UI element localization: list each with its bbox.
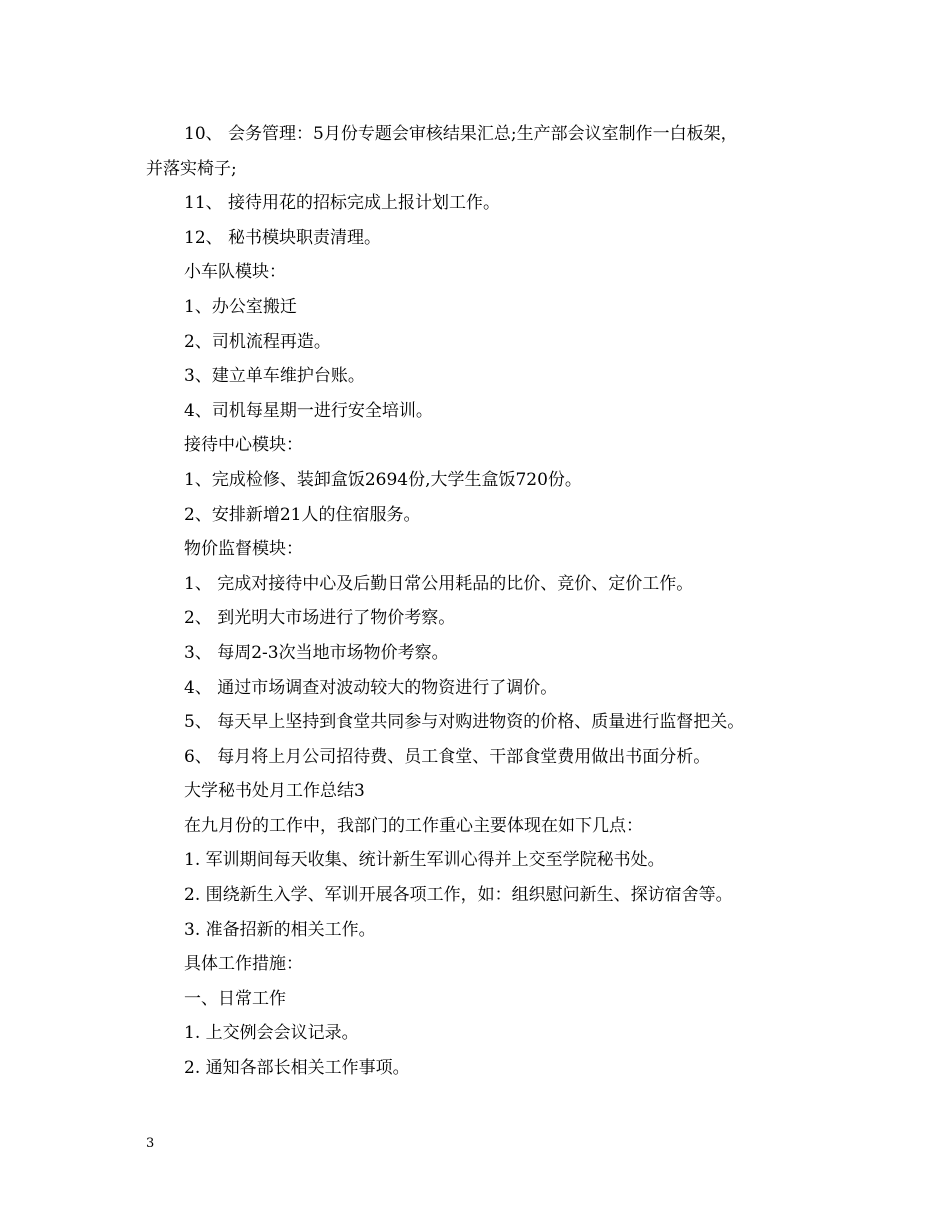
text-line: 1、办公室搬迁 <box>184 296 297 317</box>
text-line: 12、 秘书模块职责清理。 <box>184 227 382 248</box>
text-line: 小车队模块： <box>184 262 286 283</box>
text-line: 4、 通过市场调查对波动较大的物资进行了调价。 <box>184 677 558 698</box>
text-line: 接待中心模块： <box>184 435 303 456</box>
text-line: 具体工作措施： <box>184 954 303 975</box>
text-line: 11、 接待用花的招标完成上报计划工作。 <box>184 193 501 214</box>
text-line: 6、 每月将上月公司招待费、员工食堂、干部食堂费用做出书面分析。 <box>184 746 711 767</box>
text-line: 10、 会务管理：5月份专题会审核结果汇总;生产部会议室制作一白板架， <box>184 124 738 144</box>
text-line: 在九月份的工作中，我部门的工作重心主要体现在如下几点： <box>184 815 643 836</box>
text-line: 1、 完成对接待中心及后勤日常公用耗品的比价、竞价、定价工作。 <box>184 573 694 594</box>
text-line: 并落实椅子; <box>146 158 237 179</box>
text-line: 1. 上交例会会议记录。 <box>184 1023 359 1044</box>
text-line: 5、 每天早上坚持到食堂共同参与对购进物资的价格、质量进行监督把关。 <box>184 712 745 733</box>
text-line: 2、 到光明大市场进行了物价考察。 <box>184 608 456 629</box>
text-line: 2、安排新增21人的住宿服务。 <box>184 504 421 525</box>
text-line: 2. 通知各部长相关工作事项。 <box>184 1058 410 1079</box>
text-line: 一、日常工作 <box>184 988 286 1009</box>
text-line: 2. 围绕新生入学、军训开展各项工作，如：组织慰问新生、探访宿舍等。 <box>184 885 733 906</box>
text-line: 2、司机流程再造。 <box>184 331 331 352</box>
text-line: 3、建立单车维护台账。 <box>184 366 365 387</box>
text-line: 大学秘书处月工作总结3 <box>184 781 365 802</box>
text-line: 1. 军训期间每天收集、统计新生军训心得并上交至学院秘书处。 <box>184 850 665 871</box>
text-line: 4、司机每星期一进行安全培训。 <box>184 400 433 421</box>
text-line: 物价监督模块： <box>184 539 303 560</box>
text-line: 3. 准备招新的相关工作。 <box>184 919 376 940</box>
text-line: 1、完成检修、装卸盒饭2694份,大学生盒饭720份。 <box>184 469 582 490</box>
page-number: 3 <box>146 1136 155 1151</box>
document-body <box>146 117 806 1086</box>
text-line: 3、 每周2-3次当地市场物价考察。 <box>184 642 449 663</box>
